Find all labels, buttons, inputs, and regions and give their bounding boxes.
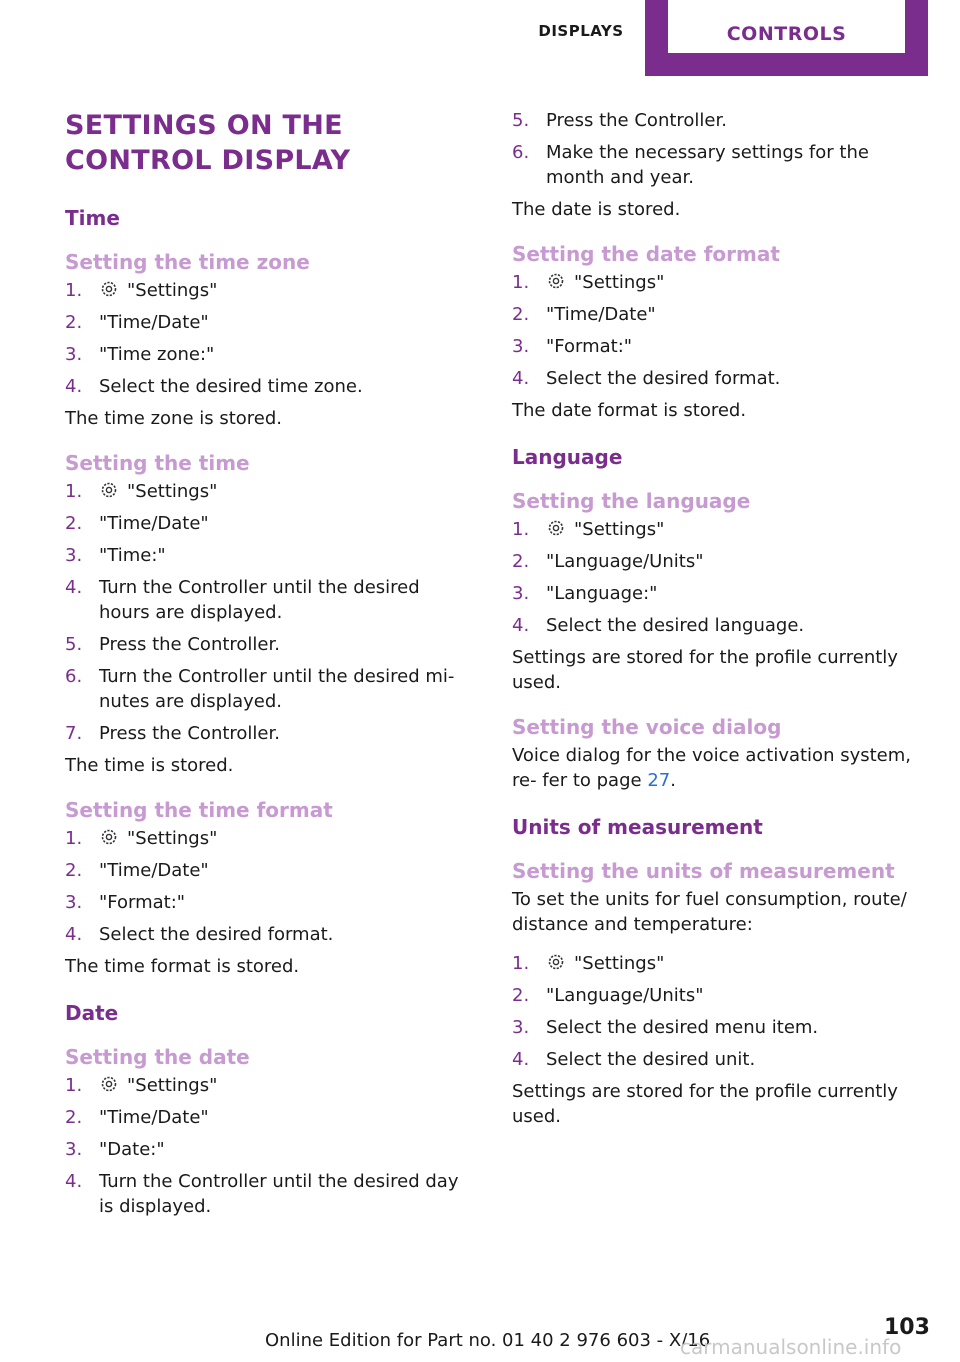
steps-language xyxy=(512,517,926,638)
section-time-format xyxy=(65,796,465,979)
heading-setting-language: Setting the language xyxy=(512,489,751,513)
voice-dialog-text: Voice dialog for the voice activation system, re‐ fer to page 27. xyxy=(512,745,911,791)
step: 1. "Settings" xyxy=(512,272,665,293)
step: 2. "Time/Date" xyxy=(512,304,656,325)
gear-icon xyxy=(99,827,119,847)
step: 3. "Date:" xyxy=(65,1139,165,1160)
step: 2. "Language/Units" xyxy=(512,985,704,1006)
note-time-format: The time format is stored. xyxy=(65,956,300,977)
step: 3. "Time:" xyxy=(65,545,166,566)
step: 1. "Settings" xyxy=(65,280,218,301)
heading-date: Date xyxy=(65,1001,119,1025)
gear-icon xyxy=(546,518,566,538)
steps-date-format xyxy=(512,270,926,391)
heading-units: Units of measurement xyxy=(512,815,763,839)
step: 4. Select the desired format. xyxy=(512,368,781,389)
note-date-format: The date format is stored. xyxy=(512,400,747,421)
step: 5. Press the Controller. xyxy=(65,634,280,655)
step: 4. Select the desired time zone. xyxy=(65,376,363,397)
section-date-continued xyxy=(512,108,926,222)
step: 3. "Time zone:" xyxy=(65,344,215,365)
step: 1. "Settings" xyxy=(65,481,218,502)
section-date xyxy=(65,1043,465,1219)
section-language xyxy=(512,487,926,695)
gear-icon xyxy=(99,480,119,500)
tab-controls[interactable]: CONTROLS xyxy=(668,0,905,53)
page-title: SETTINGS ON THE CONTROL DISPLAY xyxy=(65,110,351,176)
step: 3. "Format:" xyxy=(512,336,633,357)
step: 1. "Settings" xyxy=(512,953,665,974)
gear-icon xyxy=(546,271,566,291)
note-language: Settings are stored for the profile currently used. xyxy=(512,647,898,693)
step: 7. Press the Controller. xyxy=(65,723,280,744)
heading-setting-date: Setting the date xyxy=(65,1045,250,1069)
page-number: 103 xyxy=(884,1315,930,1340)
step: 4. Select the desired unit. xyxy=(512,1049,756,1070)
watermark: carmanualsonline.info xyxy=(680,1335,902,1359)
step: 2. "Time/Date" xyxy=(65,1107,209,1128)
header-tabs xyxy=(0,0,960,76)
step: 4. Select the desired language. xyxy=(512,615,805,636)
note-date: The date is stored. xyxy=(512,199,681,220)
heading-setting-time-format: Setting the time format xyxy=(65,798,333,822)
heading-setting-time: Setting the time xyxy=(65,451,250,475)
page-link[interactable]: 27 xyxy=(647,770,671,791)
note-units: Settings are stored for the profile currently used. xyxy=(512,1081,898,1127)
gear-icon xyxy=(99,279,119,299)
step: 3. Select the desired menu item. xyxy=(512,1017,819,1038)
gear-icon xyxy=(99,1074,119,1094)
step: 4. Turn the Controller until the desired hours are displayed. xyxy=(65,577,420,623)
left-column xyxy=(65,108,465,1226)
units-intro: To set the units for fuel consumption, route/ distance and temperature: xyxy=(512,889,907,935)
section-time xyxy=(65,449,465,778)
step: 2. "Language/Units" xyxy=(512,551,704,572)
step: 5. Press the Controller. xyxy=(512,110,727,131)
gear-icon xyxy=(546,952,566,972)
heading-setting-time-zone: Setting the time zone xyxy=(65,250,310,274)
section-date-format xyxy=(512,240,926,423)
steps-time xyxy=(65,479,465,746)
step: 3. "Language:" xyxy=(512,583,658,604)
note-time-zone: The time zone is stored. xyxy=(65,408,283,429)
heading-time: Time xyxy=(65,206,120,230)
step: 2. "Time/Date" xyxy=(65,860,209,881)
right-column xyxy=(512,108,926,1136)
tab-displays[interactable]: DISPLAYS xyxy=(538,22,624,40)
step: 3. "Format:" xyxy=(65,892,186,913)
steps-units xyxy=(512,951,926,1072)
steps-date-continued xyxy=(512,108,926,190)
heading-setting-date-format: Setting the date format xyxy=(512,242,780,266)
step: 2. "Time/Date" xyxy=(65,513,209,534)
note-time: The time is stored. xyxy=(65,755,234,776)
steps-date xyxy=(65,1073,465,1219)
section-time-zone xyxy=(65,248,465,431)
step: 1. "Settings" xyxy=(65,828,218,849)
step: 4. Turn the Controller until the desired day is displayed. xyxy=(65,1171,459,1217)
edition-text: Online Edition for Part no. 01 40 2 976 603 - X/16 xyxy=(265,1330,711,1351)
step: 1. "Settings" xyxy=(65,1075,218,1096)
step: 6. Turn the Controller until the desired mi‐ nutes are displayed. xyxy=(65,666,455,712)
section-voice-dialog xyxy=(512,713,926,793)
heading-setting-units: Setting the units of measurement xyxy=(512,859,895,883)
heading-language: Language xyxy=(512,445,623,469)
steps-time-format xyxy=(65,826,465,947)
section-units xyxy=(512,857,926,1129)
heading-setting-voice-dialog: Setting the voice dialog xyxy=(512,715,782,739)
step: 6. Make the necessary settings for the month and year. xyxy=(512,142,869,188)
step: 2. "Time/Date" xyxy=(65,312,209,333)
step: 1. "Settings" xyxy=(512,519,665,540)
step: 4. Select the desired format. xyxy=(65,924,334,945)
steps-time-zone xyxy=(65,278,465,399)
